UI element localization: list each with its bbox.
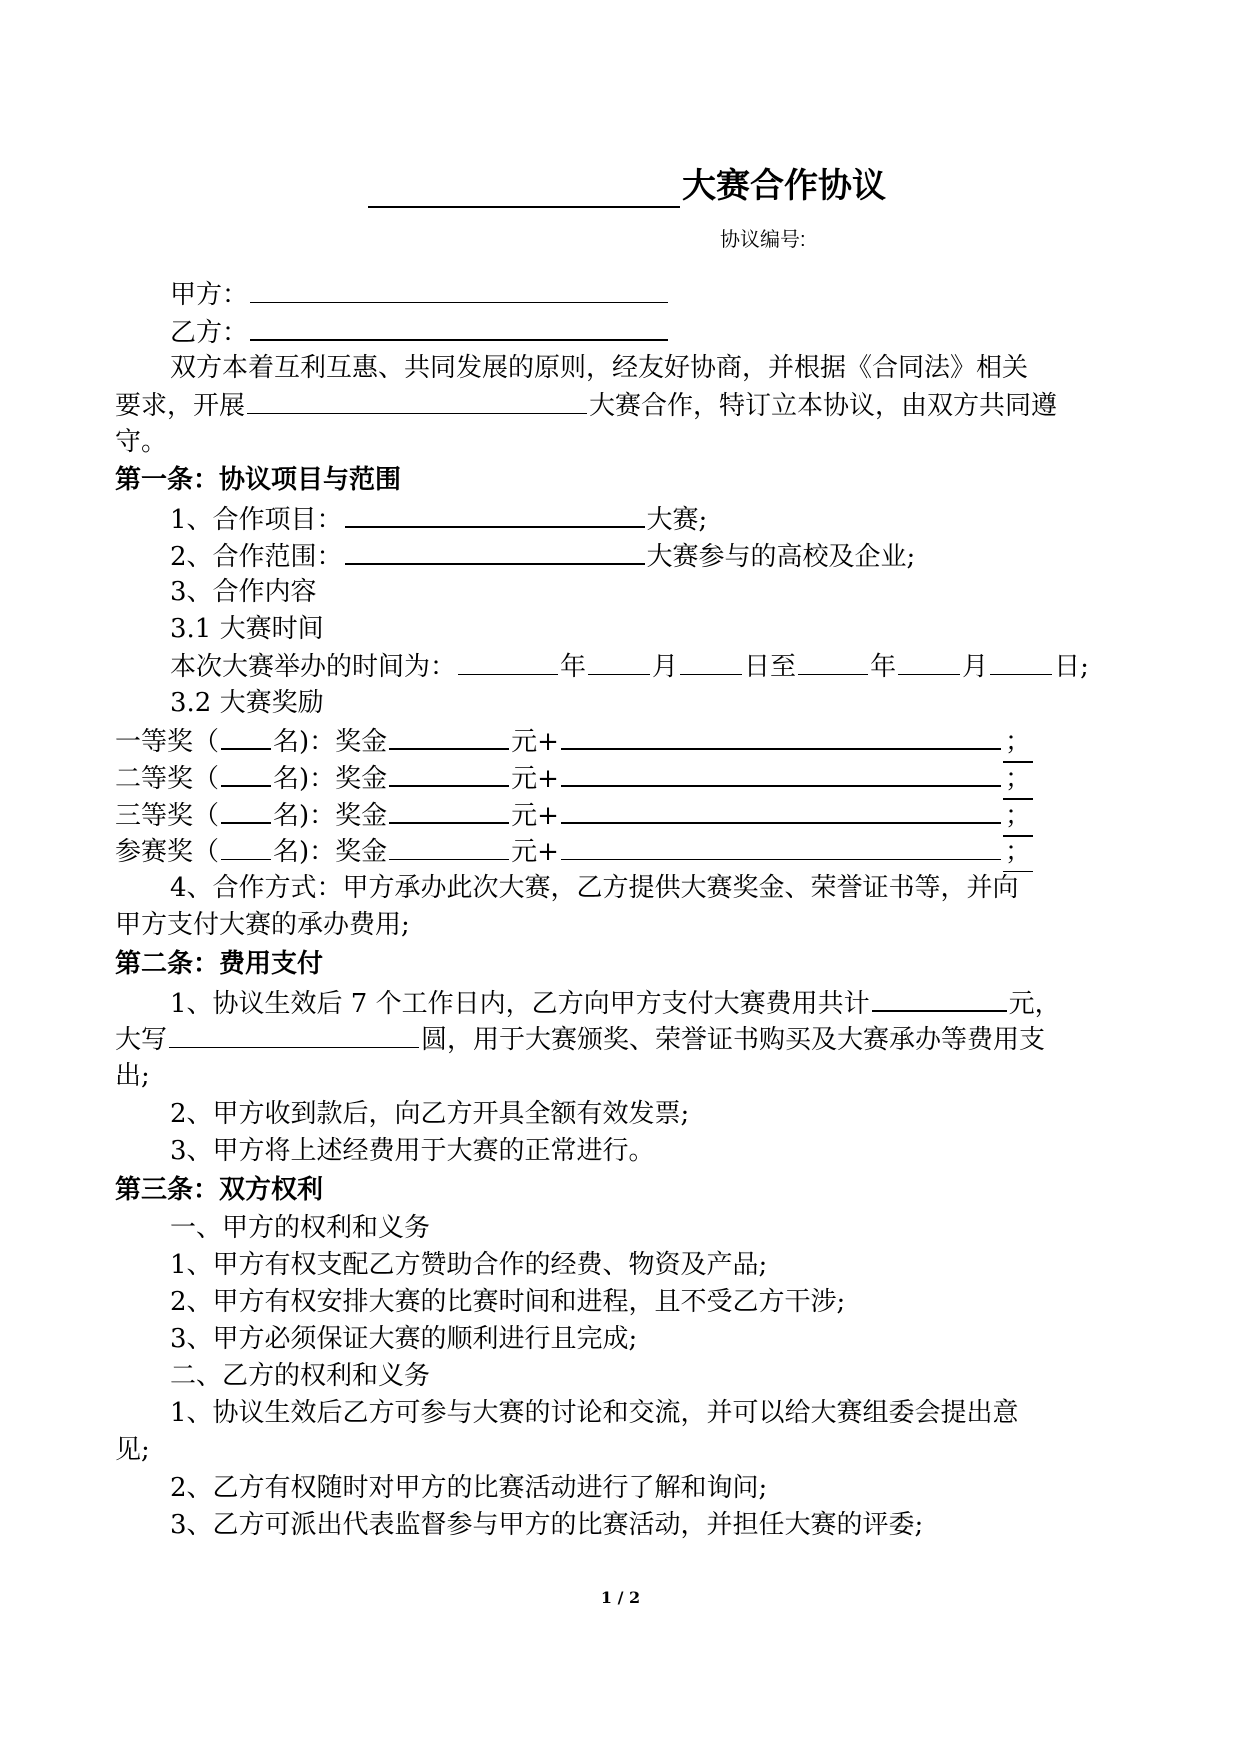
prize-extra-blank[interactable] xyxy=(561,796,1001,824)
page-number: 1 / 2 xyxy=(600,1588,641,1607)
doc-number-label: 协议编号: xyxy=(720,229,806,251)
party-a-right-3: 3、甲方必须保证大赛的顺利进行且完成; xyxy=(170,1324,638,1354)
prize-name: 一等奖（ xyxy=(115,727,220,757)
article-1-item-4-line-2: 甲方支付大赛的承办费用; xyxy=(115,910,410,940)
prize-extra-blank[interactable] xyxy=(561,722,1001,750)
end-day-blank[interactable] xyxy=(990,648,1052,675)
year-label: 年 xyxy=(870,652,897,682)
prize-name: 二等奖（ xyxy=(115,764,220,794)
prize-row xyxy=(115,722,1033,759)
article-1-item-2 xyxy=(170,537,915,574)
prize-name: 参赛奖（ xyxy=(115,837,220,867)
party-a-line xyxy=(170,276,670,313)
prize-amount-blank[interactable] xyxy=(389,759,509,787)
article-1-item-1 xyxy=(170,500,707,537)
month-label: 月 xyxy=(652,652,679,682)
fee-suffix: 元， xyxy=(1008,989,1061,1019)
article-2-item-2: 2、甲方收到款后，向乙方开具全额有效发票; xyxy=(170,1099,690,1129)
intro-line-2 xyxy=(115,387,1057,424)
party-b-right-2: 2、乙方有权随时对甲方的比赛活动进行了解和询问; xyxy=(170,1473,768,1503)
item-suffix: 大赛; xyxy=(646,505,708,535)
prize-count-blank[interactable] xyxy=(221,759,271,787)
day-to-label: 日至 xyxy=(744,652,797,682)
project-blank[interactable] xyxy=(345,500,645,528)
article-1-item-3: 3、合作内容 xyxy=(170,577,317,607)
article-2-item-1-line-3: 出; xyxy=(115,1061,150,1091)
prize-unit: 名)：奖金 xyxy=(273,837,388,867)
prize-count-blank[interactable] xyxy=(221,722,271,750)
competition-date-line xyxy=(170,648,1089,685)
prize-row xyxy=(115,796,1033,833)
article-1-heading: 第一条：协议项目与范围 xyxy=(115,465,402,495)
document-title xyxy=(368,164,886,208)
prize-name: 三等奖（ xyxy=(115,801,220,831)
prize-yuan: 元+ xyxy=(511,764,559,794)
prize-end: ； xyxy=(1003,724,1033,763)
fee-uppercase-blank[interactable] xyxy=(169,1021,419,1048)
party-b-rights-title: 二、乙方的权利和义务 xyxy=(170,1361,431,1391)
intro-line-3: 守。 xyxy=(115,427,168,457)
party-b-right-1-line-1: 1、协议生效后乙方可参与大赛的讨论和交流，并可以给大赛组委会提出意 xyxy=(170,1398,1019,1428)
prize-amount-blank[interactable] xyxy=(389,833,509,860)
article-2-item-1-line-2 xyxy=(115,1021,1045,1058)
item-suffix: 大赛参与的高校及企业; xyxy=(646,542,916,572)
party-a-right-1: 1、甲方有权支配乙方赞助合作的经费、物资及产品; xyxy=(170,1250,768,1280)
article-1-item-4-line-1: 4、合作方式：甲方承办此次大赛，乙方提供大赛奖金、荣誉证书等，并向 xyxy=(170,873,1019,903)
party-a-blank[interactable] xyxy=(250,276,668,303)
year-label: 年 xyxy=(560,652,587,682)
uppercase-label: 大写 xyxy=(115,1025,168,1055)
article-1-item-3-1: 3.1 大赛时间 xyxy=(170,614,324,644)
prize-count-blank[interactable] xyxy=(221,796,271,824)
start-year-blank[interactable] xyxy=(458,648,558,675)
article-2-item-3: 3、甲方将上述经费用于大赛的正常进行。 xyxy=(170,1136,655,1166)
prize-row xyxy=(115,759,1033,796)
date-prefix: 本次大赛举办的时间为： xyxy=(170,652,457,682)
prize-amount-blank[interactable] xyxy=(389,722,509,750)
party-b-blank[interactable] xyxy=(250,313,668,341)
title-blank[interactable] xyxy=(368,170,680,208)
party-a-rights-title: 一、甲方的权利和义务 xyxy=(170,1213,431,1243)
fee-prefix: 1、协议生效后 7 个工作日内，乙方向甲方支付大赛费用共计 xyxy=(170,989,870,1019)
prize-end: ； xyxy=(1003,761,1033,800)
month-label: 月 xyxy=(962,652,989,682)
article-2-heading: 第二条：费用支付 xyxy=(115,949,324,979)
end-year-blank[interactable] xyxy=(798,648,868,675)
intro-line-1: 双方本着互利互惠、共同发展的原则，经友好协商，并根据《合同法》相关 xyxy=(170,353,1029,383)
prize-count-blank[interactable] xyxy=(221,833,271,860)
day-label: 日; xyxy=(1054,652,1089,682)
prize-extra-blank[interactable] xyxy=(561,759,1001,787)
prize-unit: 名)：奖金 xyxy=(273,727,388,757)
scope-blank[interactable] xyxy=(345,537,645,565)
end-month-blank[interactable] xyxy=(898,648,960,675)
item-label: 1、合作项目： xyxy=(170,505,343,535)
competition-name-blank[interactable] xyxy=(247,387,587,414)
fee-amount-blank[interactable] xyxy=(872,984,1007,1012)
prize-unit: 名)：奖金 xyxy=(273,764,388,794)
prize-row xyxy=(115,833,1033,870)
intro-prefix: 要求，开展 xyxy=(115,391,246,421)
party-b-right-3: 3、乙方可派出代表监督参与甲方的比赛活动，并担任大赛的评委; xyxy=(170,1510,924,1540)
party-a-right-2: 2、甲方有权安排大赛的比赛时间和进程，且不受乙方干涉; xyxy=(170,1287,846,1317)
intro-suffix: 大赛合作，特订立本协议，由双方共同遵 xyxy=(589,391,1058,421)
party-b-right-1-line-2: 见; xyxy=(115,1435,150,1465)
start-month-blank[interactable] xyxy=(588,648,650,675)
start-day-blank[interactable] xyxy=(680,648,742,675)
prize-extra-blank[interactable] xyxy=(561,833,1001,860)
prize-yuan: 元+ xyxy=(511,837,559,867)
article-1-item-3-2: 3.2 大赛奖励 xyxy=(170,688,324,718)
party-b-label: 乙方： xyxy=(170,318,249,348)
prize-yuan: 元+ xyxy=(511,801,559,831)
prize-end: ； xyxy=(1003,834,1033,872)
prize-yuan: 元+ xyxy=(511,727,559,757)
prize-unit: 名)：奖金 xyxy=(273,801,388,831)
article-2-item-1-line-1 xyxy=(170,984,1061,1021)
prize-amount-blank[interactable] xyxy=(389,796,509,824)
item-label: 2、合作范围： xyxy=(170,542,343,572)
party-b-line xyxy=(170,313,670,350)
title-text: 大赛合作协议 xyxy=(682,167,886,205)
article-3-heading: 第三条：双方权利 xyxy=(115,1175,324,1205)
prize-end: ； xyxy=(1003,798,1033,837)
fee-usage: 圆，用于大赛颁奖、荣誉证书购买及大赛承办等费用支 xyxy=(421,1025,1046,1055)
party-a-label: 甲方： xyxy=(170,280,249,310)
